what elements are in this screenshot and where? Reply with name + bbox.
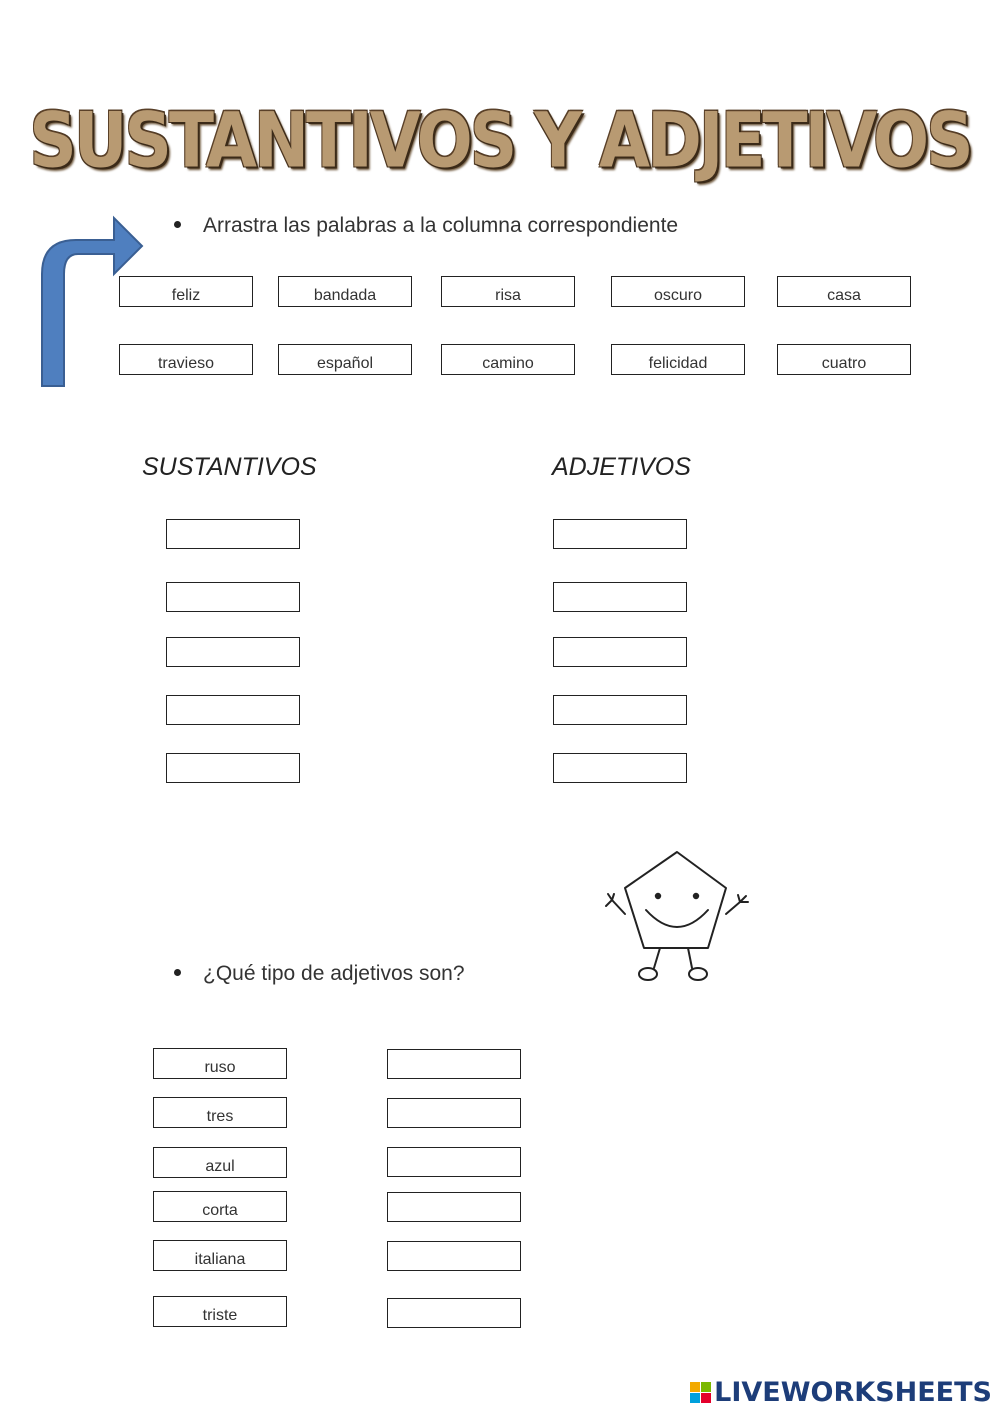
drop-box-sustantivo[interactable] [166, 519, 300, 549]
drop-box-sustantivo[interactable] [166, 582, 300, 612]
heading-sustantivos: SUSTANTIVOS [142, 453, 317, 481]
adjective-word[interactable]: tres [153, 1097, 287, 1128]
logo-badge-icon [690, 1382, 711, 1403]
adjective-word[interactable]: azul [153, 1147, 287, 1178]
answer-box[interactable] [387, 1049, 521, 1079]
word-chip[interactable]: español [278, 344, 412, 375]
drop-box-sustantivo[interactable] [166, 695, 300, 725]
drop-box-sustantivo[interactable] [166, 637, 300, 667]
adjective-word[interactable]: triste [153, 1296, 287, 1327]
bullet-icon [174, 969, 181, 976]
drop-box-adjetivo[interactable] [553, 582, 687, 612]
drop-box-adjetivo[interactable] [553, 695, 687, 725]
liveworksheets-logo [690, 1377, 992, 1408]
answer-box[interactable] [387, 1147, 521, 1177]
word-chip[interactable]: risa [441, 276, 575, 307]
logo-text: LIVEWORKSHEETS [714, 1377, 992, 1408]
word-chip[interactable]: camino [441, 344, 575, 375]
drop-box-adjetivo[interactable] [553, 637, 687, 667]
instruction-drag [174, 214, 678, 238]
instruction-drag-text: Arrastra las palabras a la columna correspondiente [203, 214, 679, 237]
pentagon-character-icon [600, 848, 756, 988]
adjective-word[interactable]: ruso [153, 1048, 287, 1079]
word-chip[interactable]: oscuro [611, 276, 745, 307]
instruction-type [174, 962, 465, 986]
drop-box-adjetivo[interactable] [553, 519, 687, 549]
word-chip[interactable]: cuatro [777, 344, 911, 375]
heading-adjetivos: ADJETIVOS [552, 453, 691, 481]
adjective-word[interactable]: italiana [153, 1240, 287, 1271]
bullet-icon [174, 221, 181, 228]
answer-box[interactable] [387, 1098, 521, 1128]
word-chip[interactable]: bandada [278, 276, 412, 307]
worksheet-title: SUSTANTIVOS Y ADJETIVOS [29, 96, 971, 185]
drop-box-adjetivo[interactable] [553, 753, 687, 783]
adjective-word[interactable]: corta [153, 1191, 287, 1222]
word-chip[interactable]: felicidad [611, 344, 745, 375]
word-chip[interactable]: travieso [119, 344, 253, 375]
drop-box-sustantivo[interactable] [166, 753, 300, 783]
answer-box[interactable] [387, 1241, 521, 1271]
answer-box[interactable] [387, 1192, 521, 1222]
word-chip[interactable]: feliz [119, 276, 253, 307]
answer-box[interactable] [387, 1298, 521, 1328]
instruction-type-text: ¿Qué tipo de adjetivos son? [203, 962, 465, 985]
word-chip[interactable]: casa [777, 276, 911, 307]
